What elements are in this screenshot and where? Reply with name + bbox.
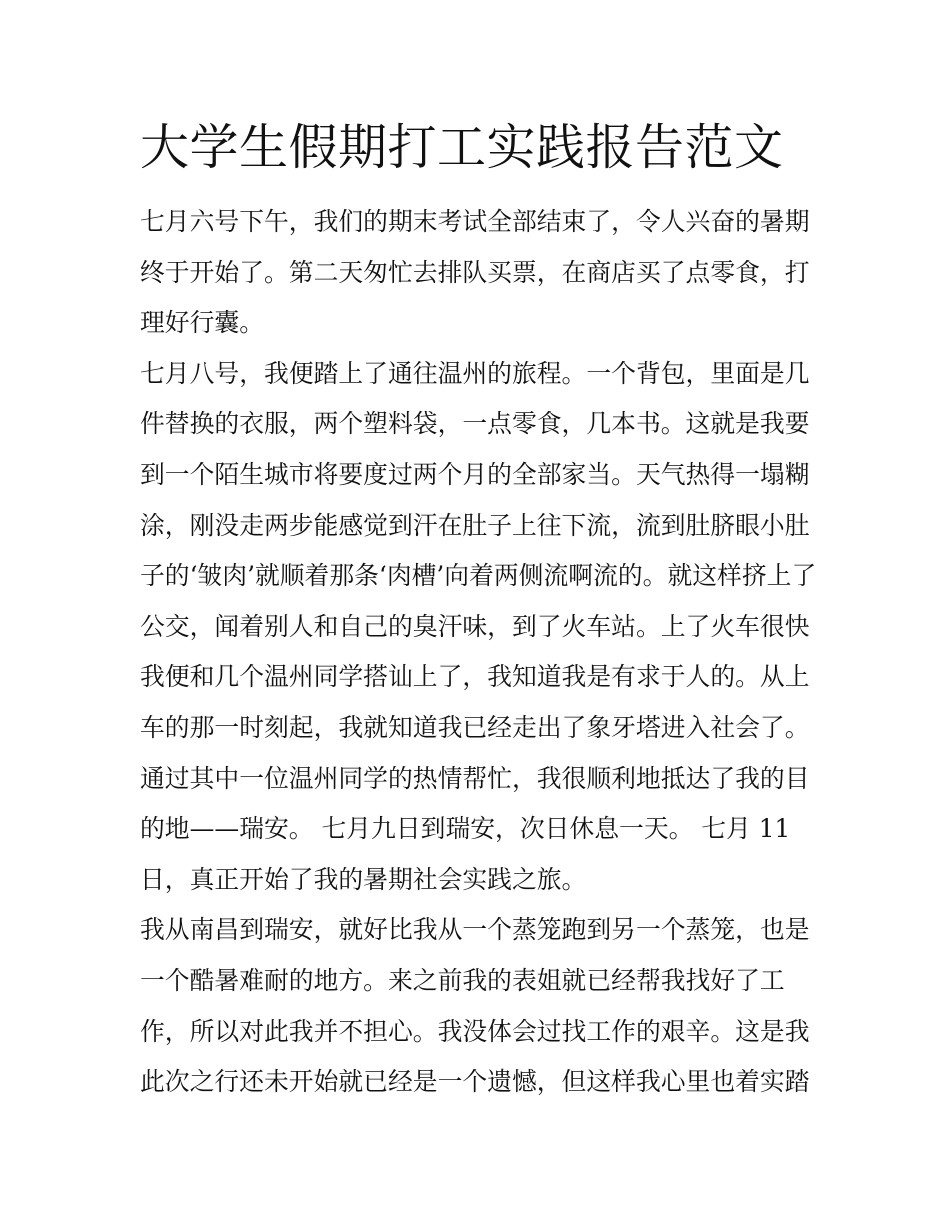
- document-title: 大学生假期打工实践报告范文: [140, 119, 784, 176]
- text-line: 一个酷暑难耐的地方。来之前我的表姐就已经帮我找好了工: [140, 965, 785, 995]
- text-line: 作，所以对此我并不担心。我没体会过找工作的艰辛。这是我: [140, 1016, 810, 1046]
- text-line: 涂，刚没走两步能感觉到汗在肚子上往下流，流到肚脐眼小肚: [140, 510, 810, 540]
- text-line: 的地——瑞安。 七月九日到瑞安，次日休息一天。 七月 11: [140, 814, 791, 844]
- text-line: 到一个陌生城市将要度过两个月的全部家当。天气热得一塌糊: [140, 459, 810, 489]
- text-line: 七月八号，我便踏上了通往温州的旅程。一个背包，里面是几: [140, 358, 810, 388]
- text-line: 我便和几个温州同学搭讪上了，我知道我是有求于人的。从上: [140, 662, 810, 692]
- text-line: 终于开始了。第二天匆忙去排队买票，在商店买了点零食，打: [140, 257, 810, 287]
- text-line: 车的那一时刻起，我就知道我已经走出了象牙塔进入社会了。: [140, 712, 810, 742]
- text-line: 七月六号下午，我们的期末考试全部结束了，令人兴奋的暑期: [140, 207, 810, 236]
- text-line: 公交，闻着别人和自己的臭汗味，到了火车站。上了火车很快: [140, 611, 810, 641]
- text-line: 通过其中一位温州同学的热情帮忙，我很顺利地抵达了我的目: [140, 763, 810, 793]
- text-line: 此次之行还未开始就已经是一个遗憾，但这样我心里也着实踏: [140, 1067, 810, 1097]
- document-body: [140, 197, 840, 1108]
- text-line: 子的‘皱肉’就顺着那条‘肉槽’向着两侧流啊流的。就这样挤上了: [140, 561, 817, 591]
- text-line: 件替换的衣服，两个塑料袋，一点零食，几本书。这就是我要: [140, 409, 810, 439]
- text-line: 理好行囊。: [140, 308, 264, 338]
- text-line: 日，真正开始了我的暑期社会实践之旅。: [140, 864, 587, 894]
- text-line: 我从南昌到瑞安，就好比我从一个蒸笼跑到另一个蒸笼，也是: [140, 915, 810, 945]
